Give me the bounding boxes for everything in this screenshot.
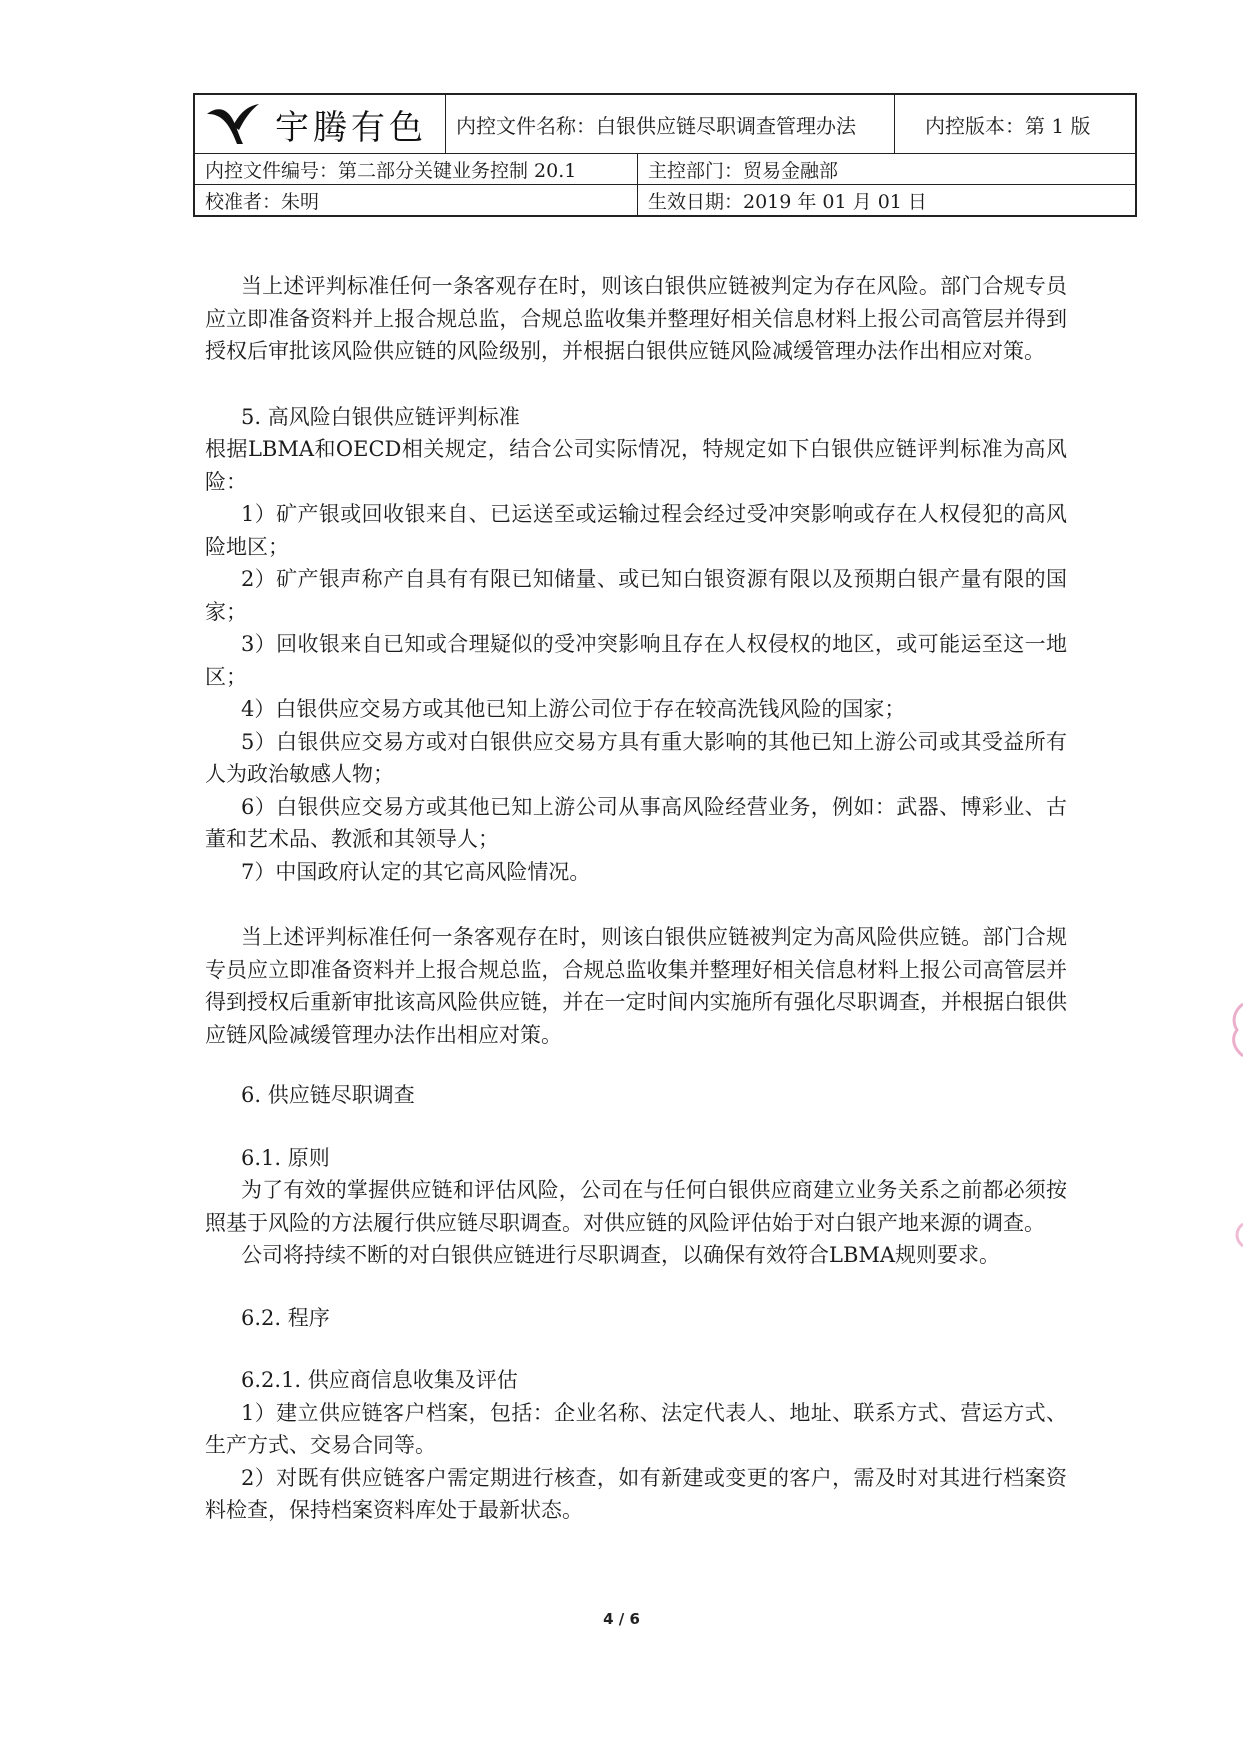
criteria-item: 7）中国政府认定的其它高风险情况。 bbox=[241, 859, 591, 884]
criteria-item: 3）回收银来自已知或合理疑似的受冲突影响且存在人权侵权的地区，或可能运至这一地区； bbox=[205, 632, 1067, 689]
doc-number: 内控文件编号：第二部分关键业务控制 20.1 bbox=[195, 154, 638, 184]
control-dept: 主控部门：贸易金融部 bbox=[648, 159, 839, 182]
seal-stamp-edge-icon bbox=[1229, 1220, 1243, 1250]
criteria-item: 5）白银供应交易方或对白银供应交易方具有重大影响的其他已知上游公司或其受益所有人为政治敏感人物； bbox=[205, 729, 1067, 786]
logo-swoosh-icon bbox=[203, 100, 261, 148]
section-6-1-paragraph: 为了有效的掌握供应链和评估风险，公司在与任何白银供应商建立业务关系之前都必须按照基于风险的方法履行供应链尽职调查。对供应链的风险评估始于对白银产地来源的调查。 bbox=[205, 1178, 1067, 1235]
logo-text: 宇腾有色 bbox=[275, 107, 427, 148]
criteria-item: 4）白银供应交易方或其他已知上游公司位于存在较高洗钱风险的国家； bbox=[241, 697, 906, 721]
section-5-intro: 根据LBMA和OECD相关规定，结合公司实际情况，特规定如下白银供应链评判标准为高风险： bbox=[205, 437, 1067, 494]
section-6-2-1-title: 6.2.1. 供应商信息收集及评估 bbox=[241, 1368, 518, 1392]
seal-stamp-edge-icon bbox=[1225, 1000, 1243, 1060]
procedure-item: 2）对既有供应链客户需定期进行核查，如有新建或变更的客户，需及时对其进行档案资料检查，保持档案资料库处于最新状态。 bbox=[205, 1465, 1067, 1522]
criteria-item: 1）矿产银或回收银来自、已运送至或运输过程会经过受冲突影响或存在人权侵犯的高风险地区； bbox=[205, 502, 1067, 559]
header-table bbox=[193, 93, 1137, 217]
paragraph-risk-judgement: 当上述评判标准任何一条客观存在时，则该白银供应链被判定为存在风险。部门合规专员应立即准备资料并上报合规总监，合规总监收集并整理好相关信息材料上报公司高管层并得到授权后审批该风险供应链的风险级别，并根据白银供应链风险减缓管理办法作出相应对策。 bbox=[205, 274, 1067, 363]
document-body bbox=[205, 270, 1067, 1527]
reviewer: 校准者：朱明 bbox=[195, 185, 638, 215]
company-logo bbox=[195, 95, 446, 153]
procedure-item: 1）建立供应链客户档案，包括：企业名称、法定代表人、地址、联系方式、营运方式、生产方式、交易合同等。 bbox=[205, 1400, 1067, 1457]
paragraph-high-risk-judgement: 当上述评判标准任何一条客观存在时，则该白银供应链被判定为高风险供应链。部门合规专员应立即准备资料并上报合规总监，合规总监收集并整理好相关信息材料上报公司高管层并得到授权后重新审批该高风险供应链，并在一定时间内实施所有强化尽职调查，并根据白银供应链风险减缓管理办法作出相应对策。 bbox=[205, 925, 1067, 1047]
section-5-title: 5. 高风险白银供应链评判标准 bbox=[241, 404, 520, 429]
section-6-1-paragraph: 公司将持续不断的对白银供应链进行尽职调查，以确保有效符合LBMA规则要求。 bbox=[241, 1243, 1001, 1267]
section-6-1-title: 6.1. 原则 bbox=[241, 1145, 330, 1170]
doc-version: 内控版本：第 1 版 bbox=[925, 113, 1091, 138]
section-6-title: 6. 供应链尽职调查 bbox=[241, 1083, 415, 1107]
effective-date: 生效日期：2019 年 01 月 01 日 bbox=[648, 190, 927, 213]
criteria-item: 6）白银供应交易方或其他已知上游公司从事高风险经营业务，例如：武器、博彩业、古董和艺术品、教派和其领导人； bbox=[205, 794, 1067, 851]
section-6-2-title: 6.2. 程序 bbox=[241, 1305, 330, 1330]
criteria-item: 2）矿产银声称产自具有有限已知储量、或已知白银资源有限以及预期白银产量有限的国家； bbox=[205, 567, 1067, 624]
doc-name: 内控文件名称：白银供应链尽职调查管理办法 bbox=[446, 95, 895, 153]
page-number: 4 / 6 bbox=[603, 1610, 640, 1628]
